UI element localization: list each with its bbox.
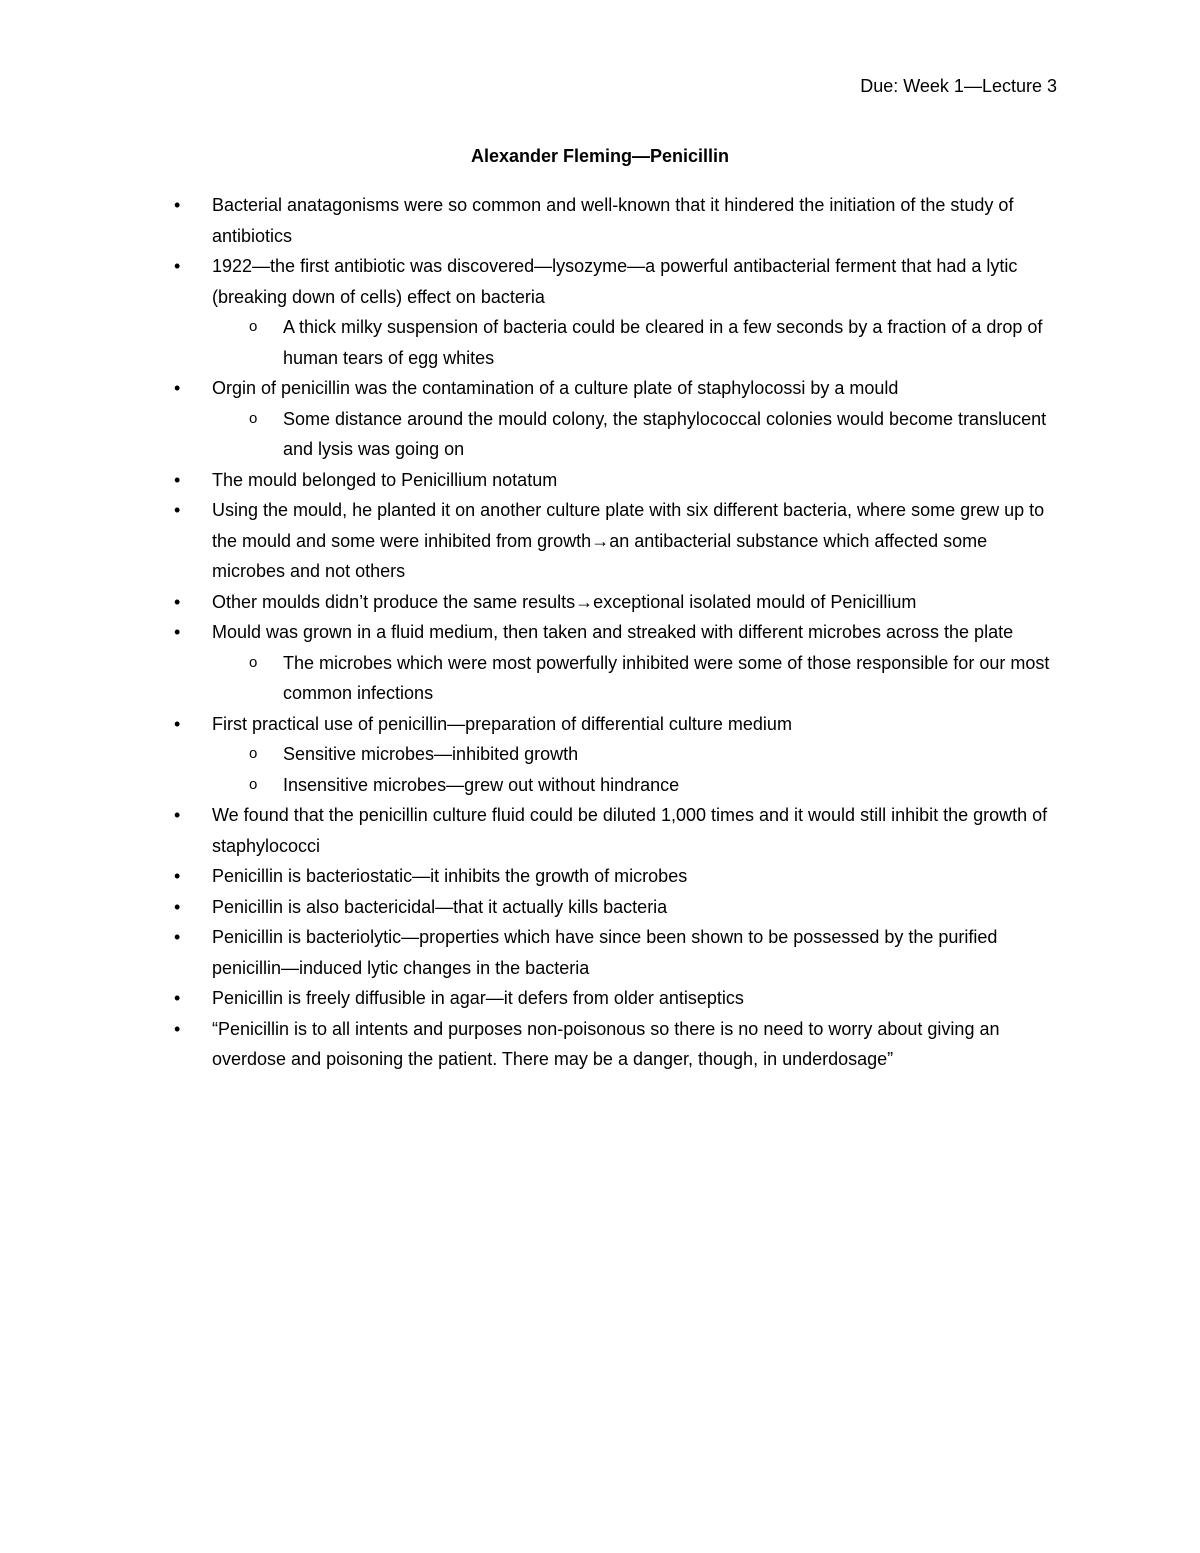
bullet-text: “Penicillin is to all intents and purposes non-poisonous so there is no need to worry about giving an overdose and poisoning the patient. There may be a danger, though, in underdosage” [212,1018,1000,1069]
bullet-item [0,800,1060,861]
bullet-text: Penicillin is bacteriolytic—properties which have since been shown to be possessed by the purified penicillin—induced lytic changes in the bacteria [212,927,998,978]
bullet-item [0,617,1060,648]
notes-list [0,190,1200,1075]
bullet-text: Some distance around the mould colony, the staphylococcal colonies would become translucent and lysis was going on [283,408,1047,459]
bullet-marker: • [174,988,181,1008]
bullet-text: Sensitive microbes—inhibited growth [283,744,579,764]
sub-bullet-marker: o [249,653,258,671]
bullet-item [0,861,1060,892]
bullet-item [0,1014,1060,1075]
bullet-marker: • [174,591,181,612]
bullet-text: Other moulds didn’t produce the same results→exceptional isolated mould of Penicillium [212,591,917,612]
bullet-marker: • [174,866,181,886]
bullet-item [0,587,1060,618]
sub-bullet-marker: o [249,775,258,793]
bullet-item [0,251,1060,312]
bullet-marker: • [174,805,181,825]
sub-bullet-item [0,770,1060,801]
bullet-text: The microbes which were most powerfully inhibited were some of those responsible for our most common infections [283,652,1050,703]
bullet-text: First practical use of penicillin—preparation of differential culture medium [212,713,792,734]
sub-bullet-item [0,404,1060,465]
bullet-marker: • [174,195,181,215]
bullet-text: Penicillin is also bactericidal—that it actually kills bacteria [212,896,668,917]
bullet-text: Insensitive microbes—grew out without hindrance [283,774,680,795]
sub-bullet-marker: o [249,318,258,335]
bullet-marker: • [174,256,181,276]
sub-bullet-item [0,739,1060,770]
bullet-text: Penicillin is freely diffusible in agar—it defers from older antiseptics [212,988,744,1008]
bullet-text: 1922—the first antibiotic was discovered—lysozyme—a powerful antibacterial ferment that had a lytic (breaking down of cells) effect on bacteria [212,256,1018,307]
bullet-text: Bacterial anatagonisms were so common and well-known that it hindered the initiation of the study of antibiotics [212,195,1014,246]
sub-bullet-item [0,648,1060,709]
bullet-marker: • [174,896,181,917]
bullet-item [0,465,1060,496]
sub-bullet-marker: o [249,409,258,427]
bullet-text: Orgin of penicillin was the contamination of a culture plate of staphylocossi by a mould [212,378,899,398]
bullet-marker: • [174,713,181,734]
bullet-marker: • [174,469,181,490]
bullet-text: A thick milky suspension of bacteria could be cleared in a few seconds by a fraction of a drop of human tears of egg whites [283,317,1043,368]
sub-bullet-item [0,312,1060,373]
due-date-header: Due: Week 1—Lecture 3 [860,76,1057,96]
bullet-text: We found that the penicillin culture fluid could be diluted 1,000 times and it would still inhibit the growth of staphylococci [212,805,1048,856]
bullet-marker: • [174,622,181,642]
bullet-item [0,709,1060,740]
bullet-item [0,190,1060,251]
document-title: Alexander Fleming—Penicillin [470,146,730,166]
bullet-marker: • [174,378,181,398]
bullet-marker: • [174,1018,181,1039]
bullet-text: Mould was grown in a fluid medium, then taken and streaked with different microbes across the plate [212,622,1014,642]
bullet-marker: • [174,927,181,947]
bullet-text: Penicillin is bacteriostatic—it inhibits the growth of microbes [212,866,688,886]
bullet-text: Using the mould, he planted it on another culture plate with six different bacteria, where some grew up to the mould and some were inhibited from growth→an antibacterial substance which affected some microbes and not others [212,500,1045,581]
bullet-marker: • [174,500,181,520]
bullet-item [0,373,1060,404]
bullet-text: The mould belonged to Penicillium notatum [212,469,558,490]
bullet-item [0,495,1060,587]
sub-bullet-marker: o [249,745,258,762]
bullet-item [0,892,1060,923]
bullet-item [0,983,1060,1014]
bullet-item [0,922,1060,983]
